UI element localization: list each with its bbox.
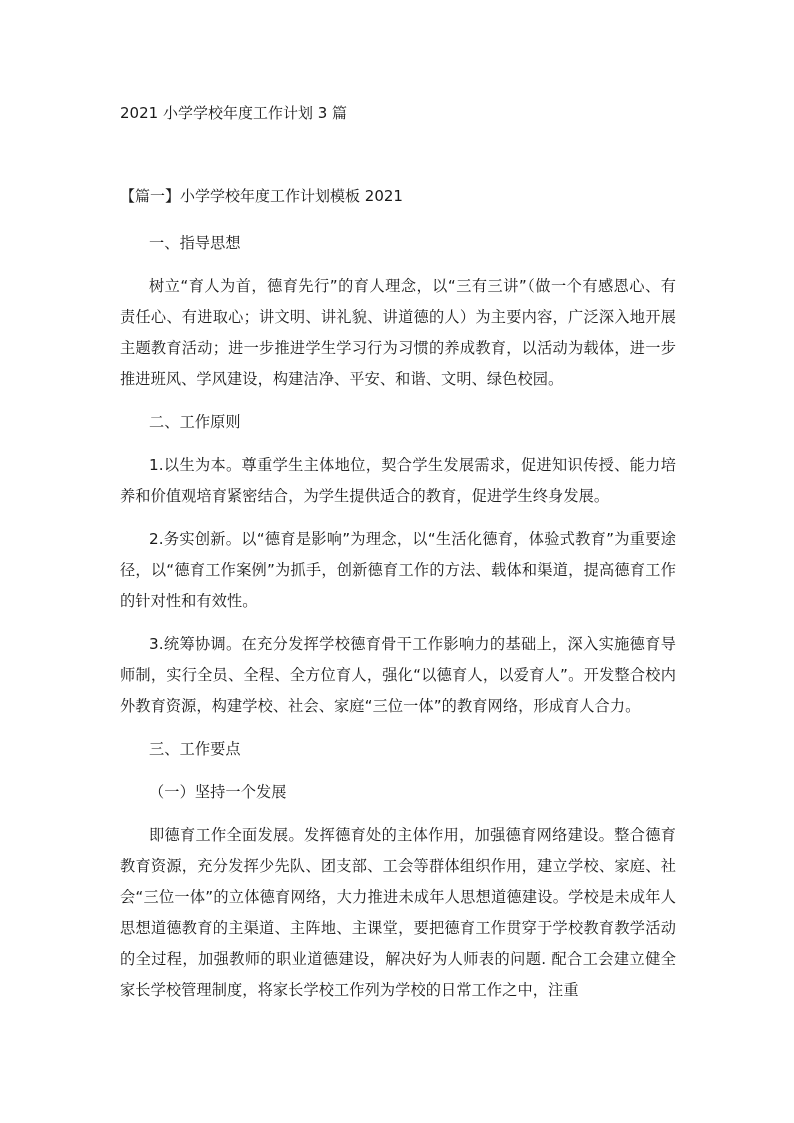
- section-heading: 一、指导思想: [149, 234, 241, 252]
- document-title: 2021 小学学校年度工作计划 3 篇: [120, 104, 348, 122]
- section-heading: 二、工作原则: [149, 413, 241, 431]
- section-heading: （一）坚持一个发展: [149, 783, 287, 801]
- paragraph: 树立“育人为首，德育先行”的育人理念，以“三有三讲”（做一个有感恩心、有责任心、有进取心；讲文明、讲礼貌、讲道德的人）为主要内容，广泛深入地开展主题教育活动；进一步推进学生学习行为习惯的养成教育，以活动为载体，进一步推进班风、学风建设，构建洁净、平安、和谐、文明、绿色校园。: [120, 277, 676, 388]
- section-heading: 三、工作要点: [149, 740, 241, 758]
- document-body: [120, 228, 676, 1018]
- paragraph: 3.统筹协调。在充分发挥学校德育骨干工作影响力的基础上，深入实施德育导师制，实行全员、全程、全方位育人，强化“以德育人，以爱育人”。开发整合校内外教育资源，构建学校、社会、家庭“三位一体”的教育网络，形成育人合力。: [120, 635, 676, 715]
- paragraph: 1.以生为本。尊重学生主体地位，契合学生发展需求，促进知识传授、能力培养和价值观培育紧密结合，为学生提供适合的教育，促进学生终身发展。: [120, 456, 676, 505]
- section-title: 【篇一】小学学校年度工作计划模板 2021: [120, 187, 403, 205]
- paragraph: 即德育工作全面发展。发挥德育处的主体作用，加强德育网络建设。整合德育教育资源，充分发挥少先队、团支部、工会等群体组织作用，建立学校、家庭、社会“三位一体”的立体德育网络，大力推进未成年人思想道德建设。学校是未成年人思想道德教育的主渠道、主阵地、主课堂，要把德育工作贯穿于学校教育教学活动的全过程，加强教师的职业道德建设，解决好为人师表的问题. 配合工会建立健全家长学校管理制度，将家长学校工作列为学校的日常工作之中，注重: [120, 826, 676, 999]
- paragraph: 2.务实创新。以“德育是影响”为理念，以“生活化德育，体验式教育”为重要途径，以“德育工作案例”为抓手，创新德育工作的方法、载体和渠道，提高德育工作的针对性和有效性。: [120, 530, 676, 610]
